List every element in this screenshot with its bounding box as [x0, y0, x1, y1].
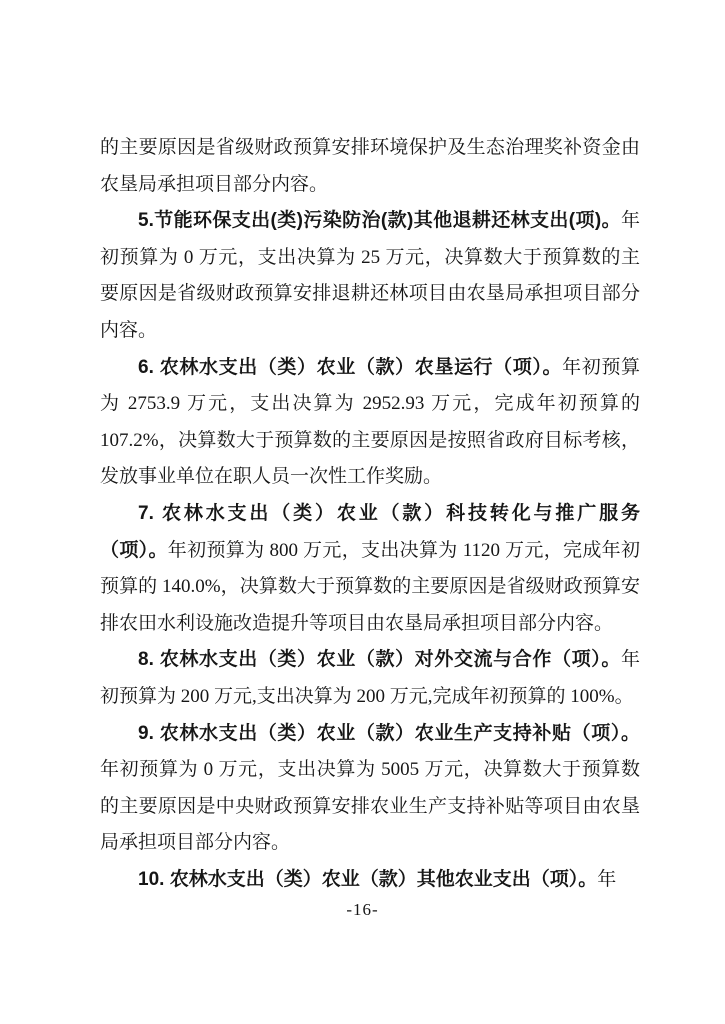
budget-item-6-paragraph: [100, 350, 640, 496]
budget-item-6-body: 年初预算为 2753.9 万元，支出决算为 2952.93 万元，完成年初预算的 107.2%，决算数大于预算数的主要原因是按照省政府目标考核，发放事业单位在职人员一次性工作奖励。: [100, 356, 640, 488]
budget-item-7-body: 年初预算为 800 万元，支出决算为 1120 万元，完成年初预算的 140.0%，决算数大于预算数的主要原因是省级财政预算安排农田水利设施改造提升等项目由农垦局承担项目部分内容。: [100, 539, 640, 634]
budget-item-10-paragraph: [100, 862, 640, 899]
budget-item-8-body: 年初预算为 200 万元,支出决算为 200 万元,完成年初预算的 100%。: [100, 649, 640, 707]
paragraph-continuation-body: 的主要原因是省级财政预算安排环境保护及生态治理奖补资金由农垦局承担项目部分内容。: [100, 137, 640, 195]
paragraph-continuation: [100, 130, 640, 203]
budget-item-8-heading: 8. 农林水支出（类）农业（款）对外交流与合作（项）。: [138, 649, 621, 671]
budget-item-8-paragraph: [100, 642, 640, 715]
budget-item-5-body: 年初预算为 0 万元，支出决算为 25 万元，决算数大于预算数的主要原因是省级财政预算安排退耕还林项目由农垦局承担项目部分内容。: [100, 210, 640, 341]
budget-item-9-paragraph: [100, 716, 640, 862]
page-number: -16-: [346, 900, 379, 919]
budget-item-6-heading: 6. 农林水支出（类）农业（款）农垦运行（项）。: [138, 356, 563, 378]
budget-item-10-body: 年: [597, 868, 617, 890]
document-text: [100, 130, 640, 898]
budget-item-5-paragraph: [100, 203, 640, 349]
budget-item-9-heading: 9. 农林水支出（类）农业（款）农业生产支持补贴（项）。: [138, 722, 640, 744]
budget-item-7-heading: 7. 农林水支出（类）农业（款）科技转化与推广服务（项）。: [100, 502, 640, 561]
budget-item-5-heading: 5.节能环保支出(类)污染防治(款)其他退耕还林支出(项)。: [138, 210, 621, 232]
budget-item-9-body: 年初预算为 0 万元，支出决算为 5005 万元，决算数大于预算数的主要原因是中央财政预算安排农业生产支持补贴等项目由农垦局承担项目部分内容。: [100, 759, 640, 854]
budget-item-7-paragraph: [100, 496, 640, 642]
budget-item-10-heading: 10. 农林水支出（类）农业（款）其他农业支出（项）。: [138, 868, 598, 890]
